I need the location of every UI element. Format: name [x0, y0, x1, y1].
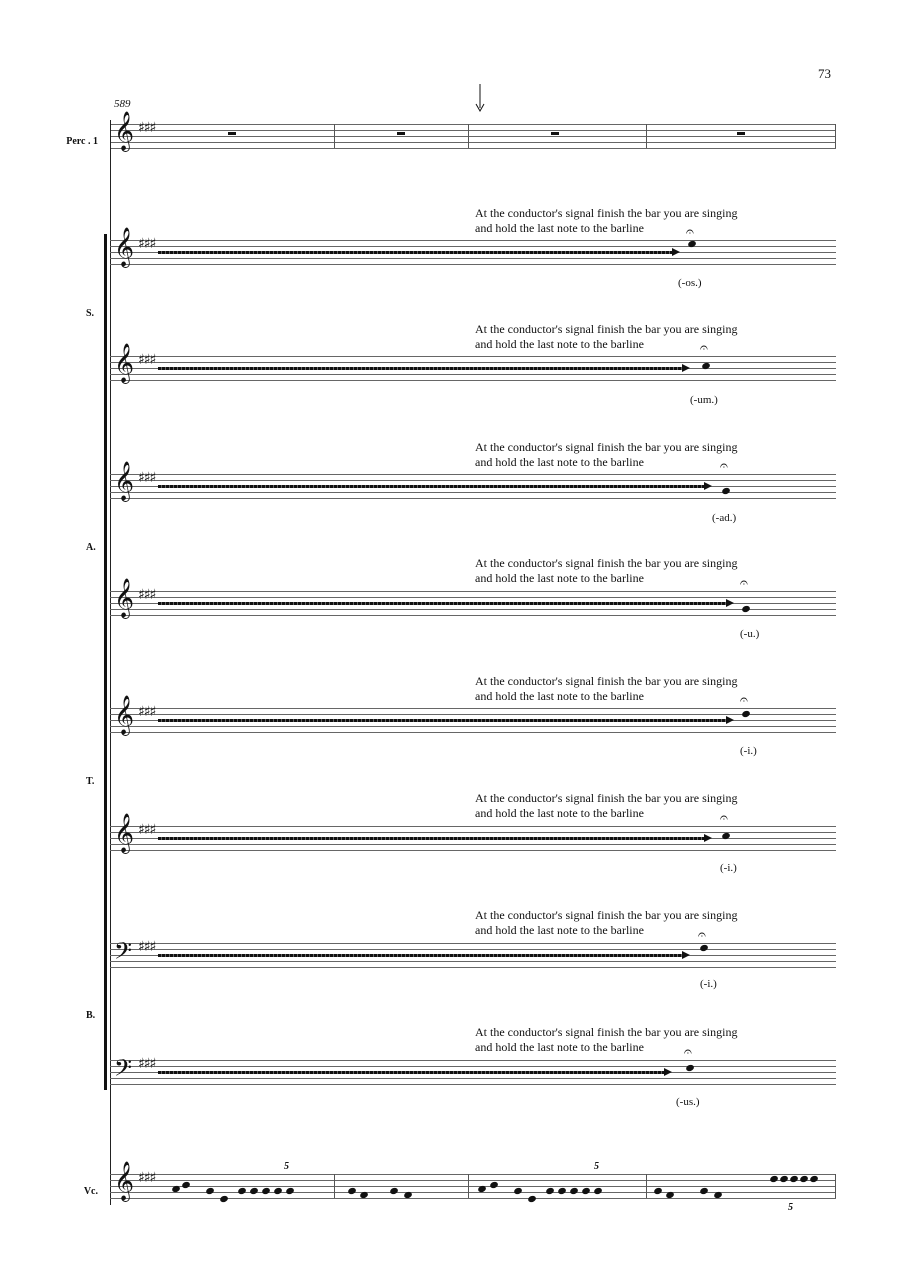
arrow-head-icon: [704, 834, 712, 842]
fermata-icon: 𝄐: [698, 927, 706, 943]
bass-label: B.: [86, 1010, 96, 1021]
continuation-arrow: [158, 837, 704, 840]
key-signature: ♯♯♯: [138, 822, 156, 838]
whole-rest: [551, 132, 559, 135]
instruction-text: At the conductor's signal finish the bar you are singing and hold the last note to the barline: [475, 206, 738, 235]
continuation-arrow: [158, 367, 682, 370]
key-signature: ♯♯♯: [138, 1056, 156, 1072]
alto-2-staff: [110, 575, 836, 618]
lyric: (-i.): [720, 862, 737, 874]
fermata-icon: 𝄐: [720, 458, 728, 474]
system-line: [110, 120, 111, 1205]
page-number: 73: [818, 66, 831, 81]
staff-lines: [110, 124, 836, 148]
arrow-head-icon: [682, 364, 690, 372]
barline: [334, 124, 335, 148]
choir-bracket: [104, 234, 107, 1090]
lyric: (-um.): [690, 394, 718, 406]
note: [527, 1195, 537, 1203]
instruction-text: At the conductor's signal finish the bar you are singing and hold the last note to the barline: [475, 908, 738, 937]
continuation-arrow: [158, 602, 726, 605]
arrow-head-icon: [682, 951, 690, 959]
arrow-head-icon: [726, 599, 734, 607]
lyric: (-u.): [740, 628, 760, 640]
arrow-head-icon: [704, 482, 712, 490]
note: [219, 1195, 229, 1203]
lyric: (-i.): [700, 978, 717, 990]
lyric: (-us.): [676, 1096, 700, 1108]
arrow-head-icon: [726, 716, 734, 724]
bass-1-staff: [110, 927, 836, 970]
arrow-head-icon: [672, 248, 680, 256]
treble-clef-icon: 𝄞: [114, 695, 135, 735]
barline: [835, 124, 836, 148]
treble-clef-icon: 𝄞: [114, 343, 135, 383]
treble-clef-icon: 𝄞: [114, 227, 135, 267]
key-signature: ♯♯♯: [138, 470, 156, 486]
key-signature: ♯♯♯: [138, 352, 156, 368]
tenor-1-staff: [110, 692, 836, 735]
tuplet-number: 5: [788, 1202, 793, 1213]
bass-clef-icon: 𝄢: [114, 937, 133, 970]
soprano-label: S.: [86, 308, 95, 319]
instruction-text: At the conductor's signal finish the bar you are singing and hold the last note to the barline: [475, 674, 738, 703]
barline: [835, 1174, 836, 1198]
cello-label: Vc.: [83, 1186, 98, 1197]
key-signature: ♯♯♯: [138, 120, 156, 136]
treble-clef-icon: 𝄞: [114, 578, 135, 618]
alto-label: A.: [86, 542, 96, 553]
treble-clef-icon: 𝄞: [114, 813, 135, 853]
continuation-arrow: [158, 719, 726, 722]
soprano-2-staff: [110, 340, 836, 383]
instruction-text: At the conductor's signal finish the bar you are singing and hold the last note to the barline: [475, 556, 738, 585]
fermata-icon: 𝄐: [686, 224, 694, 240]
fermata-icon: 𝄐: [684, 1044, 692, 1060]
instruction-text: At the conductor's signal finish the bar you are singing and hold the last note to the barline: [475, 791, 738, 820]
fermata-icon: 𝄐: [720, 810, 728, 826]
treble-clef-icon: 𝄞: [114, 111, 135, 151]
tenor-2-staff: [110, 810, 836, 853]
lyric: (-ad.): [712, 512, 737, 524]
whole-rest: [737, 132, 745, 135]
fermata-icon: 𝄐: [740, 575, 748, 591]
measure-number: 589: [114, 98, 131, 110]
key-signature: ♯♯♯: [138, 939, 156, 955]
soprano-1-staff: [110, 224, 836, 267]
perc-label: Perc . 1: [66, 136, 98, 147]
tenor-label: T.: [86, 776, 95, 787]
whole-rest: [397, 132, 405, 135]
continuation-arrow: [158, 1071, 664, 1074]
instruction-text: At the conductor's signal finish the bar you are singing and hold the last note to the barline: [475, 1025, 738, 1054]
alto-1-staff: [110, 458, 836, 501]
lyric: (-i.): [740, 745, 757, 757]
cello-staff: [110, 1161, 836, 1213]
bass-clef-icon: 𝄢: [114, 1054, 133, 1087]
key-signature: ♯♯♯: [138, 236, 156, 252]
treble-clef-icon: 𝄞: [114, 1161, 135, 1201]
barline: [646, 1174, 647, 1198]
fermata-icon: 𝄐: [700, 340, 708, 356]
barline: [468, 1174, 469, 1198]
bass-2-staff: [110, 1044, 836, 1087]
key-signature: ♯♯♯: [138, 587, 156, 603]
instruction-text: At the conductor's signal finish the bar you are singing and hold the last note to the barline: [475, 322, 738, 351]
continuation-arrow: [158, 251, 672, 254]
continuation-arrow: [158, 485, 704, 488]
barline: [468, 124, 469, 148]
perc-staff: [110, 111, 836, 151]
fermata-icon: 𝄐: [740, 692, 748, 708]
tuplet-number: 5: [284, 1161, 289, 1172]
tuplet-number: 5: [594, 1161, 599, 1172]
cue-arrow-icon: [474, 84, 486, 117]
arrow-head-icon: [664, 1068, 672, 1076]
barline: [646, 124, 647, 148]
continuation-arrow: [158, 954, 682, 957]
treble-clef-icon: 𝄞: [114, 461, 135, 501]
barline: [334, 1174, 335, 1198]
key-signature: ♯♯♯: [138, 704, 156, 720]
key-signature: ♯♯♯: [138, 1170, 156, 1186]
lyric: (-os.): [678, 277, 702, 289]
whole-rest: [228, 132, 236, 135]
instruction-text: At the conductor's signal finish the bar you are singing and hold the last note to the barline: [475, 440, 738, 469]
